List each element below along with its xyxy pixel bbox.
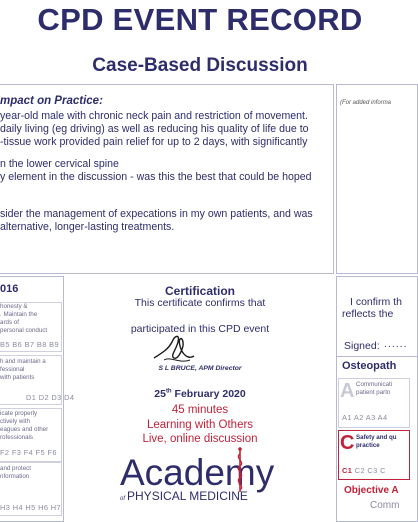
logo-word-end: y (255, 452, 275, 493)
event-learning-type: Learning with Others (146, 419, 254, 431)
event-date-day: 25 (154, 388, 166, 400)
impact-heading: mpact on Practice: (0, 95, 103, 107)
logo-sub-text: PHYSICAL MEDICINE (127, 489, 248, 503)
standard-text: and protect (0, 465, 31, 472)
standard-codes: H3 H4 H5 H6 H7 (0, 503, 62, 512)
group-a-codes: A1 A2 A3 A4 (342, 413, 388, 422)
added-information-panel (336, 84, 418, 274)
group-c-codes-rest: C2 C3 C (352, 466, 386, 475)
standard-text: . Maintain the (0, 311, 38, 318)
signed-label: Signed: (344, 340, 380, 352)
added-information-note: (For added informa (340, 100, 392, 106)
event-date-rest: February 2020 (171, 388, 246, 400)
reflection-line: sider the management of expecations in my own patients, and was (0, 208, 313, 220)
reflection-line: n the lower cervical spine (0, 158, 119, 170)
confirmation-text: I confirm th (350, 296, 402, 308)
academy-logo (120, 452, 274, 494)
group-a-letter: A (340, 380, 355, 402)
standard-text: ctively with (0, 418, 30, 425)
reflection-line: y element in the discussion - was this the best that could be hoped (0, 171, 312, 183)
standard-text: honesty & (0, 303, 28, 310)
standard-text: h and maintain a (0, 358, 46, 365)
group-c-text: practice (356, 442, 380, 449)
group-c-letter: C (340, 432, 355, 454)
certification-title: Certification (164, 284, 235, 298)
group-c-code-selected: C1 (342, 466, 353, 475)
logo-of: of (120, 496, 126, 502)
standard-text: eagues and other (0, 426, 49, 433)
standard-text: fessional (0, 366, 25, 373)
certification-text: This certificate confirms that (134, 297, 266, 309)
standard-text: rofessionals (0, 434, 34, 441)
standard-codes: B5 B6 B7 B8 B9 (0, 340, 60, 349)
reflection-line: daily living (eg driving) as well as reducing his quality of life due to (0, 123, 309, 135)
standard-text: ards of (0, 319, 19, 326)
event-format: Live, online discussion (142, 433, 258, 445)
standard-codes: D1 D2 D3 D4 (26, 393, 75, 402)
confirmation-text-2: reflects the (342, 308, 394, 320)
osteopathic-heading: Osteopath (342, 360, 397, 372)
objective-heading: Objective A (344, 485, 399, 496)
signature-field[interactable]: ...... (384, 338, 408, 350)
reflection-line: -tissue work provided pain relief for up to 2 days, with significantly (0, 136, 308, 148)
standard-text: with patients (0, 374, 35, 381)
group-c-codes (342, 466, 386, 475)
reflection-line: year-old male with chronic neck pain and restriction of movement. (0, 110, 308, 122)
director-name: S L BRUCE, APM Director (158, 365, 242, 372)
standard-text: icate properly (0, 410, 38, 417)
standard-codes: F2 F3 F4 F5 F6 (0, 448, 57, 457)
event-duration: 45 minutes (171, 404, 229, 416)
standard-text: nformation (0, 473, 30, 480)
logo-word-start: Acade (120, 452, 225, 493)
group-a-text: Communicati (356, 381, 393, 388)
page-subtitle: Case-Based Discussion (92, 55, 308, 76)
caduceus-icon (234, 446, 246, 494)
group-a-text: patient partn (356, 389, 391, 396)
objective-comm: Comm (370, 500, 400, 511)
reflection-line: alternative, longer-lasting treatments. (0, 221, 175, 233)
standard-text: personal conduct (0, 327, 48, 334)
page-title: CPD EVENT RECORD (37, 2, 363, 37)
academy-logo-subtitle (120, 489, 248, 503)
director-signature (150, 330, 200, 370)
event-date-suffix: th (165, 388, 172, 395)
logo-caduceus-m: m (225, 452, 256, 494)
group-c-text: Safety and qu (356, 434, 397, 441)
standards-year: 016 (0, 283, 19, 295)
certification-participated: participated in this CPD event (130, 323, 270, 335)
event-date (66, 388, 334, 400)
